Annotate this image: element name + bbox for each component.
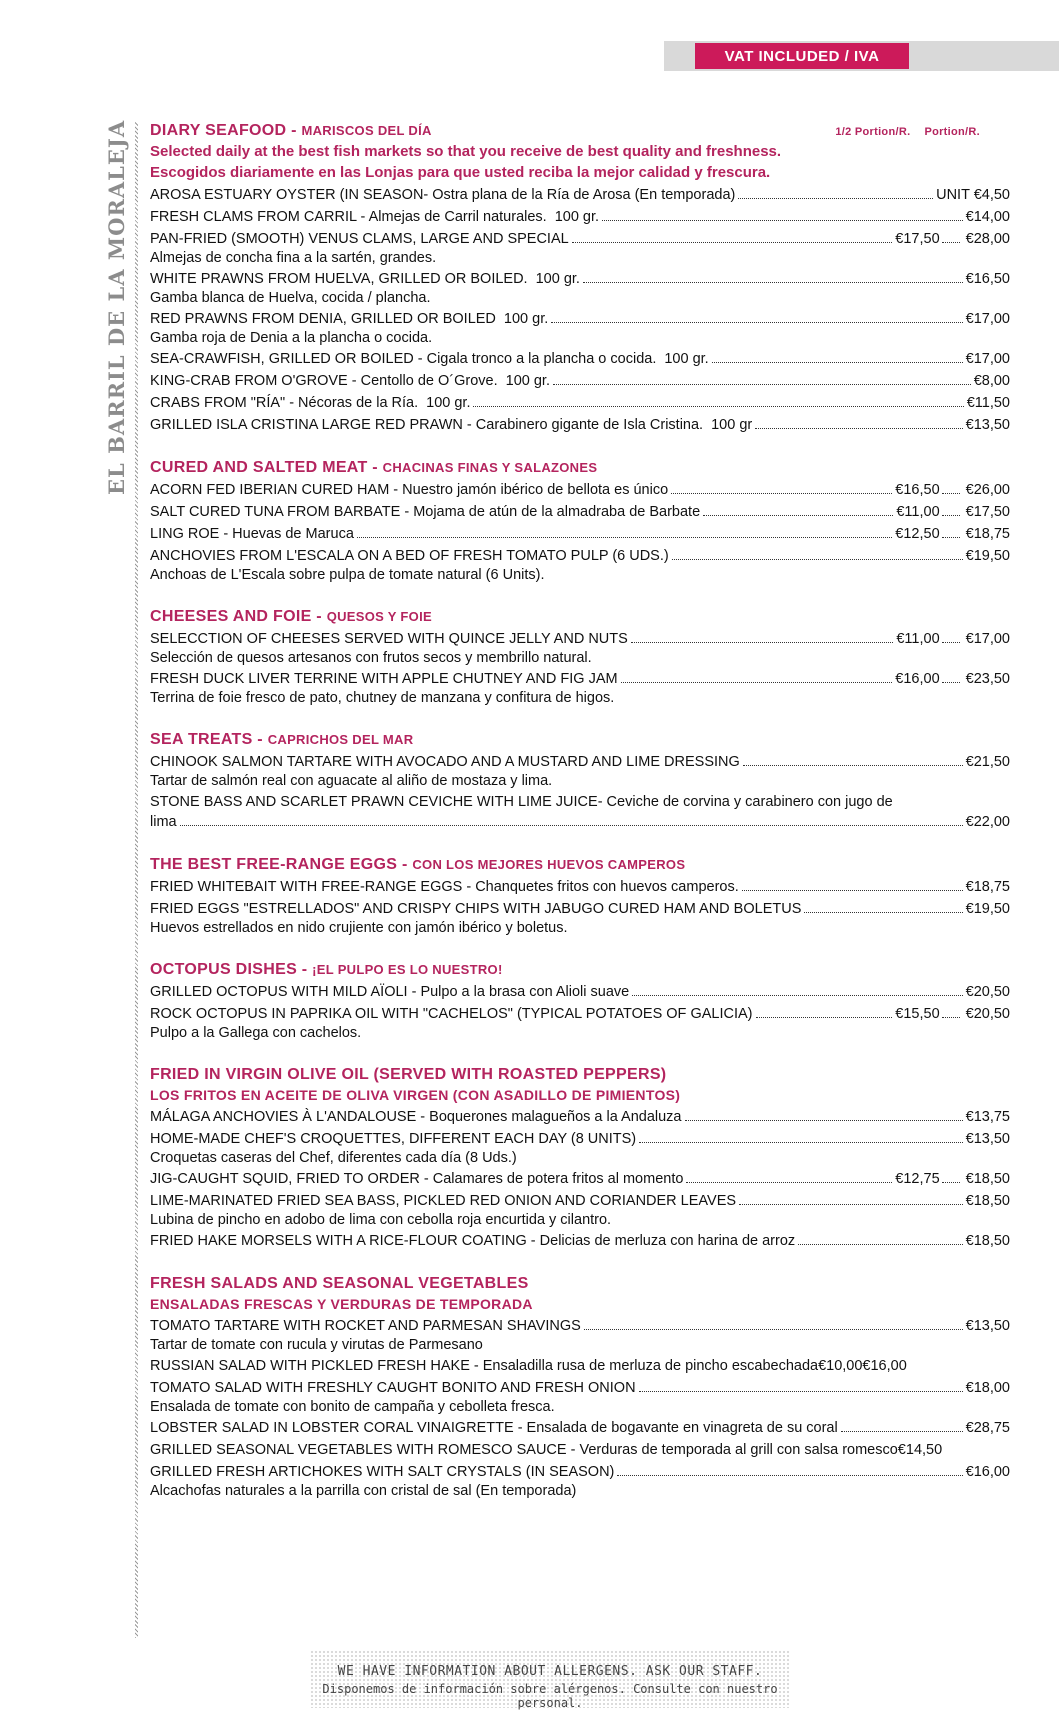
- item-price: €20,50: [965, 984, 1010, 1000]
- menu-item-row: [150, 1169, 1010, 1189]
- menu-item-row: [150, 502, 1010, 522]
- dot-leader: [942, 242, 960, 243]
- section-title: [150, 729, 1010, 750]
- item-price: €28,75: [965, 1420, 1010, 1436]
- item-name: MÁLAGA ANCHOVIES À L'ANDALOUSE - Boquerones malagueños a la Andaluza: [150, 1109, 682, 1125]
- col-full-portion: Portion/R.: [924, 126, 980, 138]
- item-name: ACORN FED IBERIAN CURED HAM - Nuestro jamón ibérico de bellota es único: [150, 482, 669, 498]
- item-name: LIME-MARINATED FRIED SEA BASS, PICKLED RED ONION AND CORIANDER LEAVES: [150, 1193, 737, 1209]
- menu-item-row: [150, 371, 1010, 391]
- item-description-es: Ensalada de tomate con bonito de campaña y cebolleta fresca.: [150, 1399, 555, 1415]
- dot-leader: [572, 242, 893, 243]
- section-title-main: DIARY SEAFOOD -: [150, 122, 302, 139]
- menu-item-row: [150, 1316, 1010, 1336]
- menu-item-row: [150, 207, 1010, 227]
- dot-leader: [841, 1431, 963, 1432]
- item-name: LOBSTER SALAD IN LOBSTER CORAL VINAIGRETTE - Ensalada de bogavante en vinagreta de su coral: [150, 1420, 838, 1436]
- section-intro: Escogidos diariamente en las Lonjas para que usted reciba la mejor calidad y frescura.: [150, 164, 771, 181]
- dot-leader: [942, 537, 960, 538]
- item-price: €18,50: [965, 1193, 1010, 1209]
- item-price-full: €17,00: [965, 631, 1010, 647]
- section-title-main: FRIED IN VIRGIN OLIVE OIL (SERVED WITH ROASTED PEPPERS): [150, 1066, 667, 1083]
- dot-leader: [942, 682, 960, 683]
- dot-leader: [632, 995, 962, 996]
- dot-leader: [180, 825, 963, 826]
- menu-item: [150, 229, 1010, 267]
- menu-item: [150, 1169, 1010, 1189]
- item-price: €17,00: [965, 351, 1010, 367]
- section-title-main: CHEESES AND FOIE -: [150, 608, 327, 625]
- item-price: €17,50: [895, 231, 940, 247]
- item-description-es: Anchoas de L'Escala sobre pulpa de tomate natural (6 Units).: [150, 567, 545, 583]
- menu-section: [150, 606, 1010, 707]
- item-name: FRIED WHITEBAIT WITH FREE-RANGE EGGS - Chanquetes fritos con huevos camperos.: [150, 879, 739, 895]
- item-description-es: Alcachofas naturales a la parrilla con cristal de sal (En temporada): [150, 1483, 577, 1499]
- menu-item: [150, 899, 1010, 937]
- side-rule: [135, 122, 138, 1638]
- menu-item: [150, 669, 1010, 707]
- menu-item-row: [150, 1129, 1010, 1149]
- vat-badge: VAT INCLUDED / IVA: [695, 43, 909, 69]
- menu-item: [150, 1129, 1010, 1167]
- menu-item: [150, 185, 1010, 205]
- item-price-full: €18,50: [965, 1171, 1010, 1187]
- item-price-full: €23,50: [965, 671, 1010, 687]
- menu-item-row: [150, 269, 1010, 289]
- item-name: LING ROE - Huevas de Maruca: [150, 526, 354, 542]
- item-weight: 100 gr: [711, 417, 753, 433]
- section-title-sub: ¡EL PULPO ES LO NUESTRO!: [312, 962, 503, 977]
- item-price-full: €28,00: [965, 231, 1010, 247]
- item-price: €14,00: [965, 209, 1010, 225]
- section-title-main: SEA TREATS -: [150, 731, 268, 748]
- item-name: GRILLED SEASONAL VEGETABLES WITH ROMESCO SAUCE - Verduras de temporada al grill con salsa romesco€14,50: [150, 1442, 943, 1458]
- dot-leader: [742, 890, 963, 891]
- item-price: €12,75: [895, 1171, 940, 1187]
- allergen-note-en: WE HAVE INFORMATION ABOUT ALLERGENS. ASK OUR STAFF.: [337, 1664, 763, 1679]
- dot-leader: [942, 1017, 960, 1018]
- menu-item-row: [150, 792, 1010, 812]
- menu-item-row: [150, 1440, 1010, 1460]
- menu-item-row: [150, 1378, 1010, 1398]
- dot-leader: [617, 1475, 962, 1476]
- menu-item-row: [150, 899, 1010, 919]
- item-name: GRILLED FRESH ARTICHOKES WITH SALT CRYSTALS (IN SEASON): [150, 1464, 615, 1480]
- item-description-es: Gamba roja de Denia a la plancha o cocida.: [150, 330, 433, 346]
- item-price-full: €18,75: [965, 526, 1010, 542]
- dot-leader: [703, 515, 893, 516]
- dot-leader: [756, 1017, 893, 1018]
- item-name: TOMATO TARTARE WITH ROCKET AND PARMESAN SHAVINGS: [150, 1318, 581, 1334]
- item-description-es: Tartar de tomate con rucula y virutas de Parmesano: [150, 1337, 483, 1353]
- dot-leader: [942, 1182, 960, 1183]
- section-title-sub: CON LOS MEJORES HUEVOS CAMPEROS: [412, 857, 686, 872]
- dot-leader: [551, 322, 962, 323]
- section-title: [150, 1064, 1010, 1085]
- item-price: €21,50: [965, 754, 1010, 770]
- menu-item: [150, 393, 1010, 413]
- menu-item: [150, 1356, 1010, 1376]
- section-title-sub: CAPRICHOS DEL MAR: [267, 732, 414, 747]
- section-title: [150, 457, 1010, 478]
- item-price: €19,50: [965, 548, 1010, 564]
- dot-leader: [755, 428, 962, 429]
- item-weight: 100 gr.: [503, 311, 549, 327]
- dot-leader: [584, 1329, 963, 1330]
- menu-item: [150, 1462, 1010, 1500]
- menu-item: [150, 1004, 1010, 1042]
- menu-item: [150, 502, 1010, 522]
- menu-item-row: [150, 877, 1010, 897]
- menu-section: [150, 120, 1010, 435]
- menu-item-row: [150, 752, 1010, 772]
- item-description-es: Almejas de concha fina a la sartén, grandes.: [150, 250, 437, 266]
- section-title-main: FRESH SALADS AND SEASONAL VEGETABLES: [150, 1275, 529, 1292]
- item-name: PAN-FRIED (SMOOTH) VENUS CLAMS, LARGE AND SPECIAL: [150, 231, 569, 247]
- item-name: FRESH CLAMS FROM CARRIL - Almejas de Carril naturales.: [150, 209, 547, 225]
- item-name: RUSSIAN SALAD WITH PICKLED FRESH HAKE - Ensaladilla rusa de merluza de pincho escabechada€10,00€16,00: [150, 1358, 907, 1374]
- menu-item-row: [150, 812, 1010, 832]
- dot-leader: [672, 559, 963, 560]
- menu-item-row: [150, 1231, 1010, 1251]
- menu-item-row: [150, 546, 1010, 566]
- dot-leader: [602, 220, 963, 221]
- dot-leader: [798, 1244, 962, 1245]
- item-weight: 100 gr.: [426, 395, 471, 411]
- dot-leader: [553, 384, 971, 385]
- item-name: SALT CURED TUNA FROM BARBATE - Mojama de atún de la almadraba de Barbate: [150, 504, 701, 520]
- item-name: GRILLED ISLA CRISTINA LARGE RED PRAWN - Carabinero gigante de Isla Cristina.: [150, 417, 704, 433]
- dot-leader: [804, 912, 962, 913]
- item-name: CHINOOK SALMON TARTARE WITH AVOCADO AND A MUSTARD AND LIME DRESSING: [150, 754, 740, 770]
- menu-item: [150, 349, 1010, 369]
- item-price: €13,50: [965, 1318, 1010, 1334]
- menu-section: [150, 1064, 1010, 1251]
- item-name: JIG-CAUGHT SQUID, FRIED TO ORDER - Calamares de potera fritos al momento: [150, 1171, 684, 1187]
- item-price: €13,50: [965, 417, 1010, 433]
- item-price: €18,75: [965, 879, 1010, 895]
- menu-section: [150, 854, 1010, 937]
- menu-item-row: [150, 524, 1010, 544]
- menu-section: [150, 1273, 1010, 1500]
- dot-leader: [686, 1182, 892, 1183]
- dot-leader: [738, 198, 933, 199]
- column-headings: [821, 122, 980, 143]
- menu-section: [150, 959, 1010, 1042]
- item-price-full: €17,50: [965, 504, 1010, 520]
- menu-item: [150, 1191, 1010, 1229]
- item-weight: 100 gr.: [535, 271, 580, 287]
- dot-leader: [621, 682, 893, 683]
- item-price: €17,00: [965, 311, 1010, 327]
- item-name: KING-CRAB FROM O'GROVE - Centollo de O´Grove.: [150, 373, 498, 389]
- item-price: €16,00: [965, 1464, 1010, 1480]
- menu-item: [150, 480, 1010, 500]
- item-name: RED PRAWNS FROM DENIA, GRILLED OR BOILED: [150, 311, 496, 327]
- item-price: €18,00: [965, 1380, 1010, 1396]
- side-title-text: EL BARRIL DE LA MORALEJA: [104, 119, 129, 495]
- col-half-portion: 1/2 Portion/R.: [835, 126, 911, 138]
- menu-item-row: [150, 393, 1010, 413]
- item-name: AROSA ESTUARY OYSTER (IN SEASON- Ostra plana de la Ría de Arosa (En temporada): [150, 187, 736, 203]
- side-title: [104, 119, 130, 495]
- item-name: CRABS FROM "RÍA" - Nécoras de la Ría.: [150, 395, 419, 411]
- item-weight: 100 gr.: [505, 373, 550, 389]
- item-name-cont: lima: [150, 814, 177, 830]
- menu-item: [150, 1231, 1010, 1251]
- menu-item: [150, 371, 1010, 391]
- item-price: €11,00: [896, 631, 940, 647]
- dot-leader: [639, 1391, 963, 1392]
- section-title-line2: ENSALADAS FRESCAS Y VERDURAS DE TEMPORADA: [150, 1296, 533, 1312]
- item-price: €22,00: [965, 814, 1010, 830]
- menu-item-row: [150, 1107, 1010, 1127]
- item-price: €16,50: [895, 482, 940, 498]
- item-name: WHITE PRAWNS FROM HUELVA, GRILLED OR BOILED.: [150, 271, 528, 287]
- item-name: FRIED EGGS "ESTRELLADOS" AND CRISPY CHIPS WITH JABUGO CURED HAM AND BOLETUS: [150, 901, 802, 917]
- menu-item: [150, 752, 1010, 790]
- section-title-sub: MARISCOS DEL DÍA: [301, 123, 432, 138]
- item-weight: 100 gr.: [664, 351, 709, 367]
- item-description-es: Selección de quesos artesanos con frutos secos y membrillo natural.: [150, 650, 592, 666]
- section-title-main: THE BEST FREE-RANGE EGGS -: [150, 856, 413, 873]
- menu-item: [150, 792, 1010, 832]
- menu-item-row: [150, 1004, 1010, 1024]
- item-price: €19,50: [965, 901, 1010, 917]
- menu-item: [150, 877, 1010, 897]
- section-title: [150, 120, 1010, 141]
- menu-item-row: [150, 480, 1010, 500]
- section-title: [150, 606, 1010, 627]
- item-price: €8,00: [973, 373, 1010, 389]
- allergen-footer: [310, 1650, 790, 1708]
- item-price-full: €26,00: [965, 482, 1010, 498]
- dot-leader: [942, 642, 960, 643]
- menu-item: [150, 1107, 1010, 1127]
- menu-item-row: [150, 1356, 1010, 1376]
- item-price: €16,00: [895, 671, 940, 687]
- item-name: FRIED HAKE MORSELS WITH A RICE-FLOUR COATING - Delicias de merluza con harina de arroz: [150, 1233, 796, 1249]
- item-name: SELECCTION OF CHEESES SERVED WITH QUINCE JELLY AND NUTS: [150, 631, 628, 647]
- item-price-full: €20,50: [965, 1006, 1010, 1022]
- menu-item-row: [150, 415, 1010, 435]
- item-description-es: Tartar de salmón real con aguacate al aliño de mostaza y lima.: [150, 773, 553, 789]
- menu-item: [150, 269, 1010, 307]
- dot-leader: [739, 1204, 963, 1205]
- menu-item-row: [150, 1191, 1010, 1211]
- section-title-main: CURED AND SALTED MEAT -: [150, 459, 383, 476]
- menu-item: [150, 1440, 1010, 1460]
- item-description-es: Gamba blanca de Huelva, cocida / plancha.: [150, 290, 431, 306]
- dot-leader: [942, 515, 960, 516]
- item-price: €13,50: [965, 1131, 1010, 1147]
- menu-item: [150, 546, 1010, 584]
- item-price: €11,00: [896, 504, 940, 520]
- item-name: ROCK OCTOPUS IN PAPRIKA OIL WITH "CACHELOS" (TYPICAL POTATOES OF GALICIA): [150, 1006, 753, 1022]
- item-name: TOMATO SALAD WITH FRESHLY CAUGHT BONITO AND FRESH ONION: [150, 1380, 636, 1396]
- menu-item: [150, 629, 1010, 667]
- menu-item: [150, 207, 1010, 227]
- menu-item: [150, 982, 1010, 1002]
- dot-leader: [712, 362, 963, 363]
- section-title-sub: QUESOS Y FOIE: [326, 609, 432, 624]
- item-name: HOME-MADE CHEF'S CROQUETTES, DIFFERENT EACH DAY (8 UNITS): [150, 1131, 637, 1147]
- menu-item-row: [150, 185, 1010, 205]
- section-title: [150, 1273, 1010, 1294]
- item-name: FRESH DUCK LIVER TERRINE WITH APPLE CHUTNEY AND FIG JAM: [150, 671, 618, 687]
- allergen-note-es: Disponemos de información sobre alérgenos. Consulte con nuestro personal.: [322, 1682, 778, 1710]
- menu-item: [150, 1418, 1010, 1438]
- item-description-es: Huevos estrellados en nido crujiente con jamón ibérico y boletus.: [150, 920, 568, 936]
- dot-leader: [639, 1142, 963, 1143]
- menu-item: [150, 1378, 1010, 1416]
- section-title-line2: LOS FRITOS EN ACEITE DE OLIVA VIRGEN (CON ASADILLO DE PIMIENTOS): [150, 1087, 681, 1103]
- menu-item-row: [150, 1462, 1010, 1482]
- menu-item: [150, 415, 1010, 435]
- menu-item-row: [150, 982, 1010, 1002]
- dot-leader: [631, 642, 894, 643]
- item-price: €12,50: [895, 526, 940, 542]
- dot-leader: [357, 537, 892, 538]
- menu-item-row: [150, 349, 1010, 369]
- dot-leader: [942, 493, 960, 494]
- menu-content: [150, 120, 1010, 1522]
- section-intro: Selected daily at the best fish markets so that you receive de best quality and freshness.: [150, 143, 782, 160]
- menu-item-row: [150, 669, 1010, 689]
- menu-item-row: [150, 229, 1010, 249]
- menu-item-row: [150, 1418, 1010, 1438]
- item-description-es: Terrina de foie fresco de pato, chutney de manzana y confitura de higos.: [150, 690, 615, 706]
- item-price: €15,50: [895, 1006, 940, 1022]
- dot-leader: [743, 765, 963, 766]
- dot-leader: [671, 493, 892, 494]
- menu-item: [150, 1316, 1010, 1354]
- item-description-es: Croquetas caseras del Chef, diferentes cada día (8 Uds.): [150, 1150, 517, 1166]
- item-description-es: Lubina de pincho en adobo de lima con cebolla roja encurtida y cilantro.: [150, 1212, 612, 1228]
- menu-item: [150, 309, 1010, 347]
- item-name: SEA-CRAWFISH, GRILLED OR BOILED - Cigala tronco a la plancha o cocida.: [150, 351, 657, 367]
- item-name: STONE BASS AND SCARLET PRAWN CEVICHE WITH LIME JUICE- Ceviche de corvina y carabinero con jugo de: [150, 794, 893, 810]
- dot-leader: [685, 1120, 963, 1121]
- item-price: UNIT €4,50: [936, 187, 1010, 203]
- section-title-sub: CHACINAS FINAS Y SALAZONES: [382, 460, 598, 475]
- section-title: [150, 959, 1010, 980]
- menu-item: [150, 524, 1010, 544]
- item-description-es: Pulpo a la Gallega con cachelos.: [150, 1025, 362, 1041]
- item-price: €18,50: [965, 1233, 1010, 1249]
- menu-item-row: [150, 309, 1010, 329]
- menu-item-row: [150, 629, 1010, 649]
- item-price: €11,50: [966, 395, 1010, 411]
- section-title-main: OCTOPUS DISHES -: [150, 961, 313, 978]
- menu-section: [150, 729, 1010, 832]
- item-weight: 100 gr.: [554, 209, 600, 225]
- menu-section: [150, 457, 1010, 584]
- dot-leader: [473, 406, 963, 407]
- dot-leader: [583, 282, 963, 283]
- item-name: GRILLED OCTOPUS WITH MILD AÏOLI - Pulpo a la brasa con Alioli suave: [150, 984, 630, 1000]
- item-name: ANCHOVIES FROM L'ESCALA ON A BED OF FRESH TOMATO PULP (6 UDS.): [150, 548, 669, 564]
- item-price: €16,50: [965, 271, 1010, 287]
- section-title: [150, 854, 1010, 875]
- item-price: €13,75: [965, 1109, 1010, 1125]
